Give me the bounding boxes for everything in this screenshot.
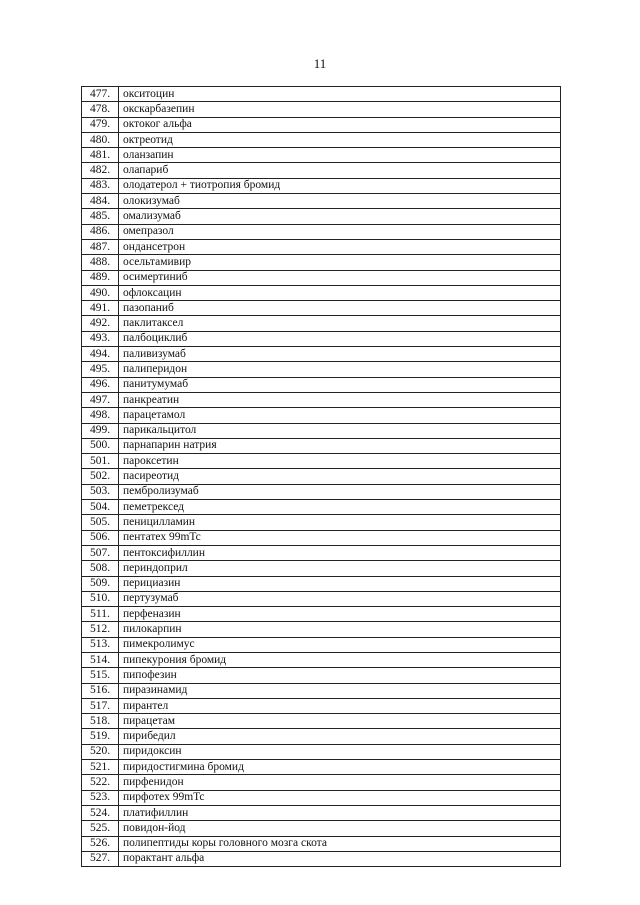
drug-name: пиридоксин — [119, 744, 561, 759]
row-number: 488. — [82, 255, 119, 270]
drug-name: перициазин — [119, 576, 561, 591]
drug-name: ондансетрон — [119, 239, 561, 254]
table-row — [82, 102, 561, 117]
table-row — [82, 775, 561, 790]
table-row — [82, 698, 561, 713]
drug-name: пиридостигмина бромид — [119, 760, 561, 775]
table-row — [82, 714, 561, 729]
drug-name: олодатерол + тиотропия бромид — [119, 178, 561, 193]
table-row — [82, 301, 561, 316]
drug-name: панкреатин — [119, 392, 561, 407]
row-number: 515. — [82, 668, 119, 683]
table-row — [82, 469, 561, 484]
drug-name: осельтамивир — [119, 255, 561, 270]
drug-name: пентатех 99mTc — [119, 530, 561, 545]
drug-name: окситоцин — [119, 87, 561, 102]
drug-name: панитумумаб — [119, 377, 561, 392]
row-number: 502. — [82, 469, 119, 484]
table-row — [82, 194, 561, 209]
table-row — [82, 607, 561, 622]
row-number: 501. — [82, 454, 119, 469]
row-number: 498. — [82, 408, 119, 423]
drug-name: пипекурония бромид — [119, 652, 561, 667]
row-number: 480. — [82, 132, 119, 147]
table-row — [82, 821, 561, 836]
row-number: 481. — [82, 148, 119, 163]
row-number: 491. — [82, 301, 119, 316]
row-number: 504. — [82, 500, 119, 515]
row-number: 525. — [82, 821, 119, 836]
drug-name: полипептиды коры головного мозга скота — [119, 836, 561, 851]
row-number: 506. — [82, 530, 119, 545]
row-number: 516. — [82, 683, 119, 698]
row-number: 511. — [82, 607, 119, 622]
table-row — [82, 255, 561, 270]
row-number: 503. — [82, 484, 119, 499]
drug-name: пирибедил — [119, 729, 561, 744]
table-row — [82, 224, 561, 239]
table-row — [82, 851, 561, 866]
drug-name: пасиреотид — [119, 469, 561, 484]
table-row — [82, 561, 561, 576]
row-number: 526. — [82, 836, 119, 851]
table-row — [82, 454, 561, 469]
row-number: 497. — [82, 392, 119, 407]
drug-name: окскарбазепин — [119, 102, 561, 117]
table-row — [82, 668, 561, 683]
table-row — [82, 132, 561, 147]
drug-name: пилокарпин — [119, 622, 561, 637]
row-number: 496. — [82, 377, 119, 392]
drug-name: платифиллин — [119, 805, 561, 820]
table-row — [82, 805, 561, 820]
drug-name: пазопаниб — [119, 301, 561, 316]
table-row — [82, 515, 561, 530]
row-number: 505. — [82, 515, 119, 530]
table-row — [82, 270, 561, 285]
drug-name: палбоциклиб — [119, 331, 561, 346]
row-number: 495. — [82, 362, 119, 377]
page-number: 11 — [313, 56, 327, 71]
table-row — [82, 576, 561, 591]
row-number: 489. — [82, 270, 119, 285]
row-number: 512. — [82, 622, 119, 637]
row-number: 479. — [82, 117, 119, 132]
table-row — [82, 209, 561, 224]
table-row — [82, 622, 561, 637]
row-number: 517. — [82, 698, 119, 713]
table-row — [82, 500, 561, 515]
drug-name: пипофезин — [119, 668, 561, 683]
drug-name: осимертиниб — [119, 270, 561, 285]
drug-name: паливизумаб — [119, 347, 561, 362]
row-number: 483. — [82, 178, 119, 193]
row-number: 493. — [82, 331, 119, 346]
row-number: 492. — [82, 316, 119, 331]
table-row — [82, 347, 561, 362]
table-row — [82, 377, 561, 392]
row-number: 486. — [82, 224, 119, 239]
row-number: 520. — [82, 744, 119, 759]
row-number: 507. — [82, 545, 119, 560]
drug-name: пентоксифиллин — [119, 545, 561, 560]
table-row — [82, 316, 561, 331]
row-number: 485. — [82, 209, 119, 224]
row-number: 484. — [82, 194, 119, 209]
row-number: 478. — [82, 102, 119, 117]
table-row — [82, 438, 561, 453]
table-row — [82, 362, 561, 377]
table-row — [82, 408, 561, 423]
table-row — [82, 591, 561, 606]
table-row — [82, 392, 561, 407]
table-row — [82, 652, 561, 667]
table-row — [82, 178, 561, 193]
drug-name: оланзапин — [119, 148, 561, 163]
row-number: 514. — [82, 652, 119, 667]
drug-name: парацетамол — [119, 408, 561, 423]
table-row — [82, 148, 561, 163]
row-number: 524. — [82, 805, 119, 820]
row-number: 510. — [82, 591, 119, 606]
drug-name: пеметрексед — [119, 500, 561, 515]
table-row — [82, 836, 561, 851]
table-row — [82, 163, 561, 178]
row-number: 527. — [82, 851, 119, 866]
table-row — [82, 285, 561, 300]
table-row — [82, 545, 561, 560]
drug-name: парикальцитол — [119, 423, 561, 438]
table-row — [82, 744, 561, 759]
table-row — [82, 729, 561, 744]
drug-name: омализумаб — [119, 209, 561, 224]
drug-name: пертузумаб — [119, 591, 561, 606]
table-row — [82, 331, 561, 346]
row-number: 477. — [82, 87, 119, 102]
row-number: 490. — [82, 285, 119, 300]
drug-name: офлоксацин — [119, 285, 561, 300]
table-row — [82, 683, 561, 698]
row-number: 482. — [82, 163, 119, 178]
table-row — [82, 87, 561, 102]
row-number: 521. — [82, 760, 119, 775]
table-row — [82, 117, 561, 132]
row-number: 508. — [82, 561, 119, 576]
table-row — [82, 790, 561, 805]
drug-name: повидон-йод — [119, 821, 561, 836]
drug-name: олокизумаб — [119, 194, 561, 209]
row-number: 513. — [82, 637, 119, 652]
drug-name: пирфотех 99mTc — [119, 790, 561, 805]
drug-name: пембролизумаб — [119, 484, 561, 499]
drug-name: паклитаксел — [119, 316, 561, 331]
table-row — [82, 423, 561, 438]
table-row — [82, 760, 561, 775]
drug-list-body — [82, 87, 561, 867]
table-row — [82, 637, 561, 652]
drug-name: пимекролимус — [119, 637, 561, 652]
row-number: 518. — [82, 714, 119, 729]
drug-name: пирфенидон — [119, 775, 561, 790]
drug-name: пеницилламин — [119, 515, 561, 530]
drug-name: октреотид — [119, 132, 561, 147]
table-row — [82, 239, 561, 254]
drug-name: парнапарин натрия — [119, 438, 561, 453]
drug-name: пароксетин — [119, 454, 561, 469]
row-number: 494. — [82, 347, 119, 362]
drug-name: омепразол — [119, 224, 561, 239]
row-number: 523. — [82, 790, 119, 805]
drug-list-table — [81, 86, 561, 867]
drug-name: порактант альфа — [119, 851, 561, 866]
table-row — [82, 484, 561, 499]
table-row — [82, 530, 561, 545]
drug-name: перфеназин — [119, 607, 561, 622]
row-number: 519. — [82, 729, 119, 744]
row-number: 499. — [82, 423, 119, 438]
row-number: 522. — [82, 775, 119, 790]
row-number: 500. — [82, 438, 119, 453]
drug-name: пирацетам — [119, 714, 561, 729]
drug-name: олапариб — [119, 163, 561, 178]
drug-name: пиразинамид — [119, 683, 561, 698]
drug-name: октоког альфа — [119, 117, 561, 132]
drug-name: периндоприл — [119, 561, 561, 576]
drug-name: палиперидон — [119, 362, 561, 377]
row-number: 487. — [82, 239, 119, 254]
row-number: 509. — [82, 576, 119, 591]
drug-name: пирантел — [119, 698, 561, 713]
